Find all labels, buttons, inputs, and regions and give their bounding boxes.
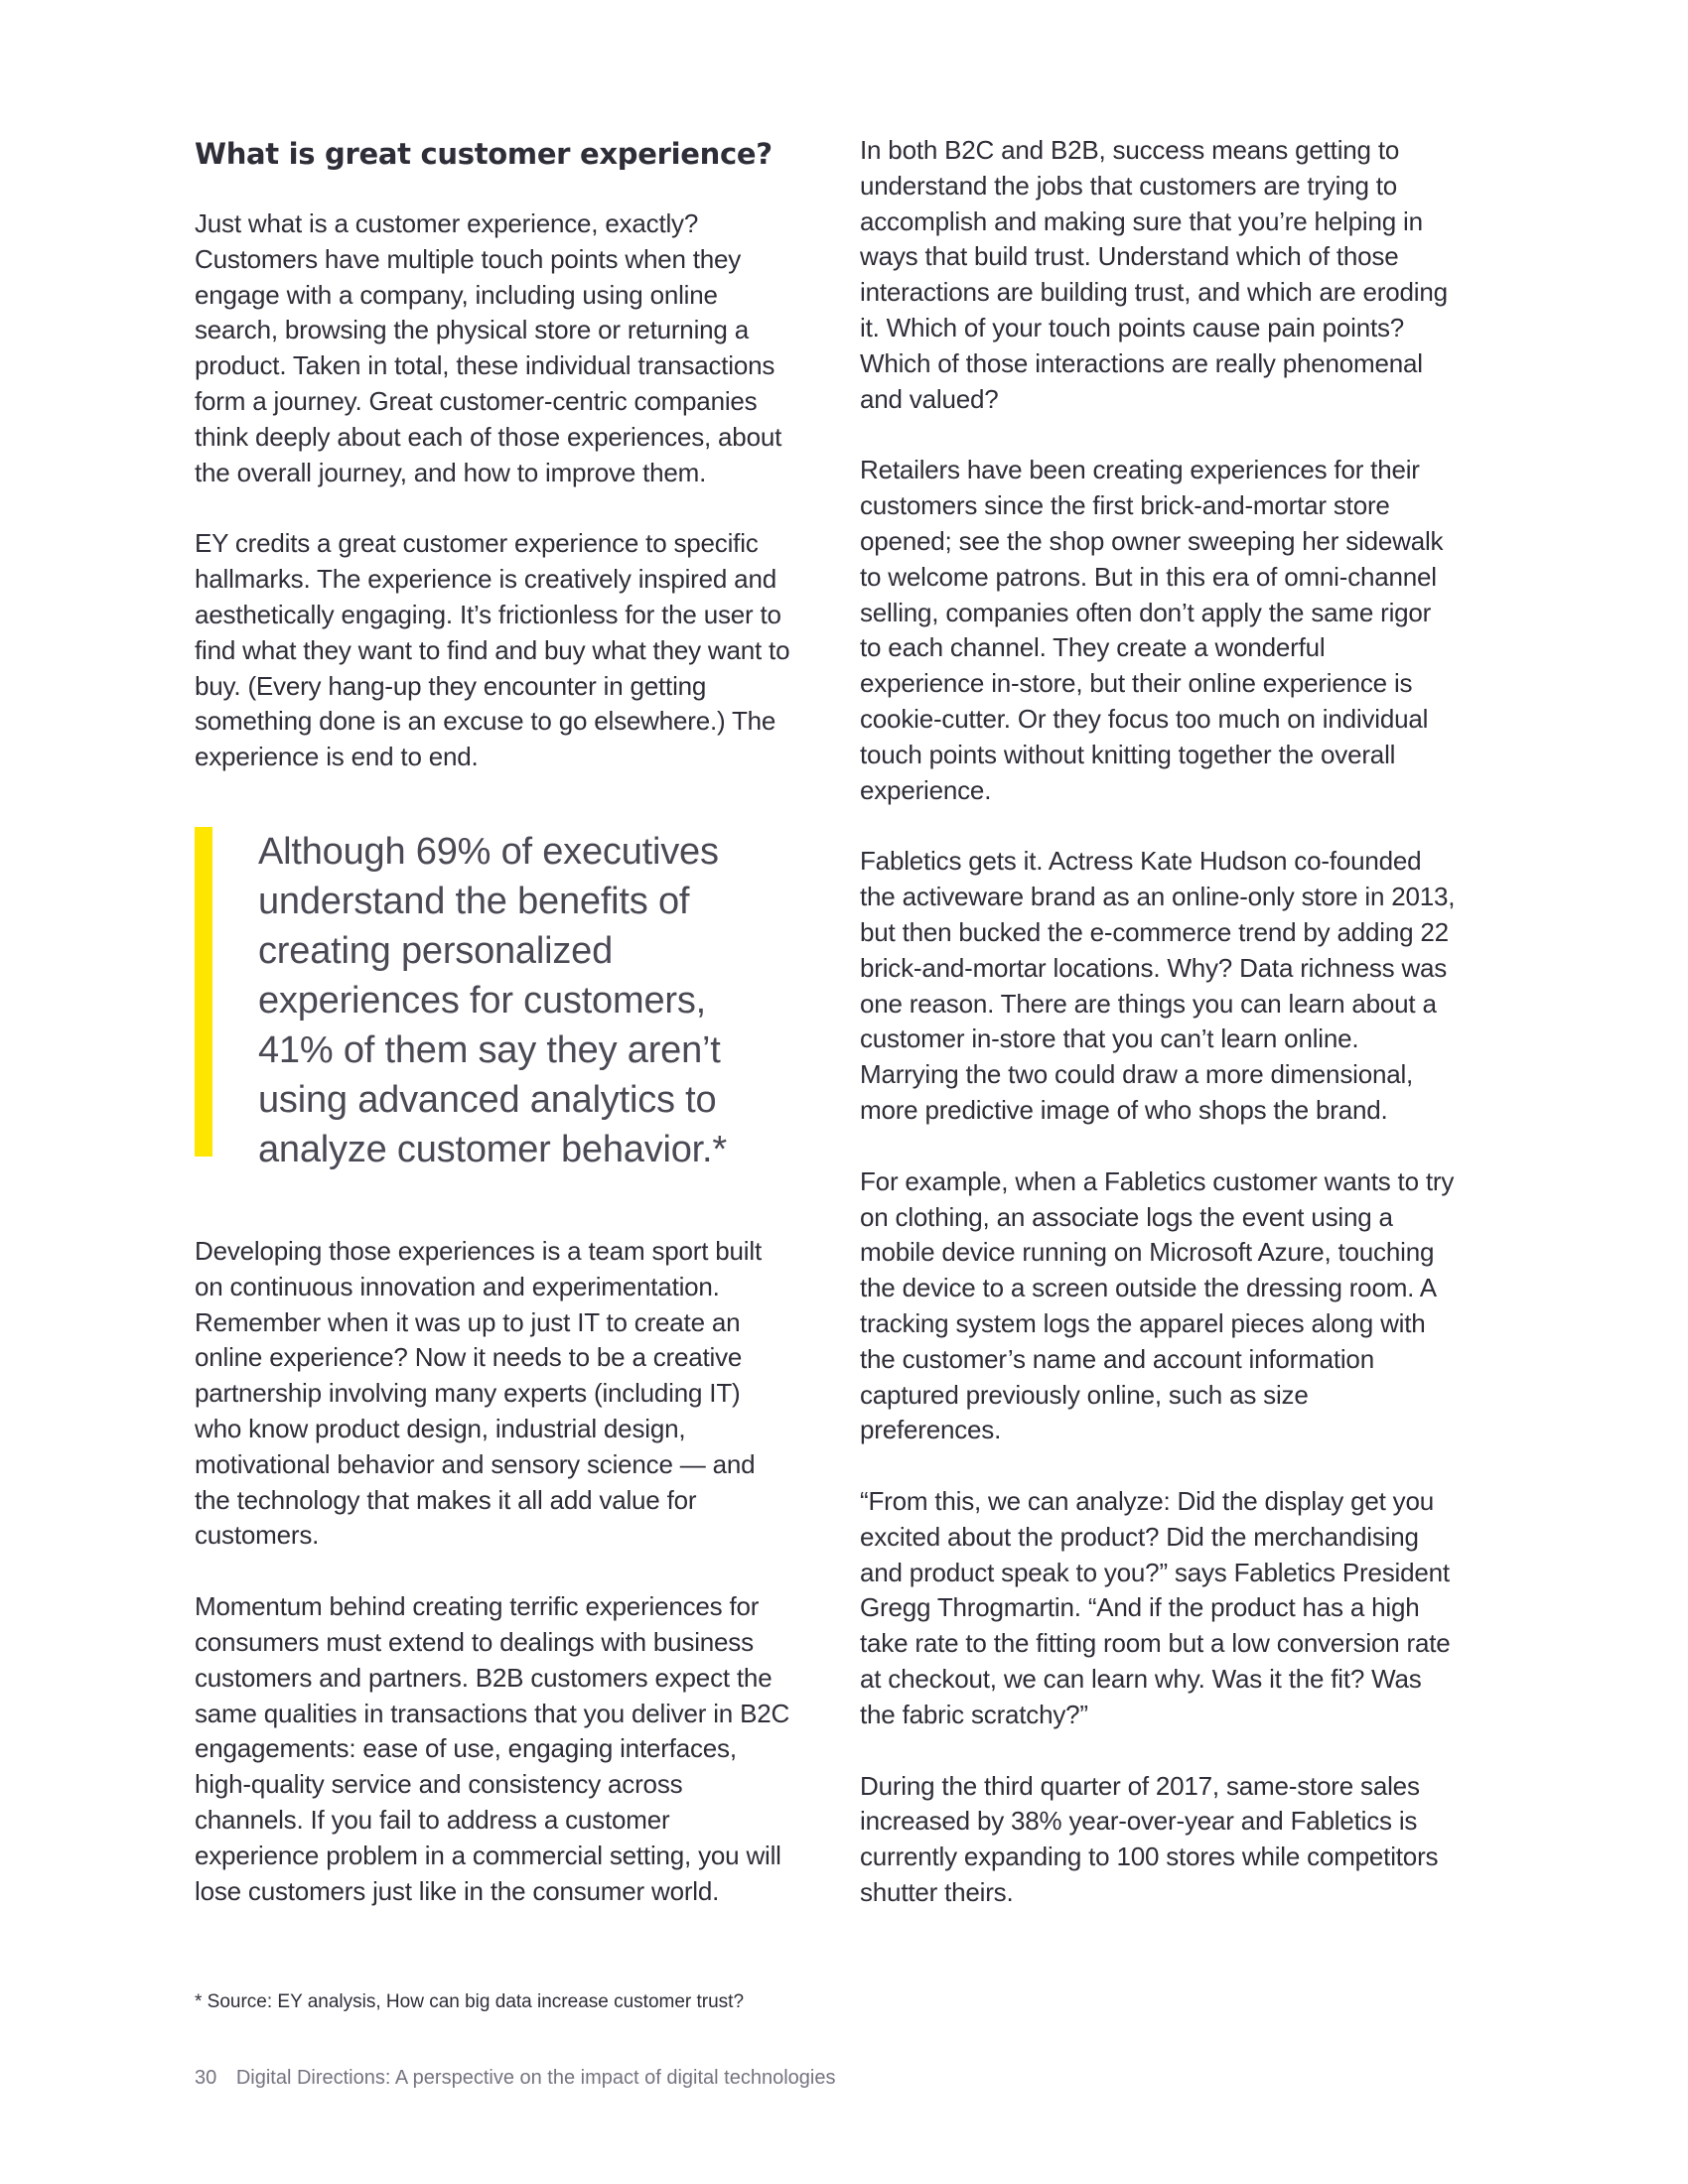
right-column [860,133,1456,1947]
paragraph: EY credits a great customer experience to specific hallmarks. The experience is creatively inspired and aesthetically engaging. It’s frictionless for the user to find what they want to find and buy what they want to buy. (Every hang-up they encounter in getting something done is an excuse to go elsewhere.) The experience is end to end. [195,528,790,772]
paragraph: In both B2C and B2B, success means getting to understand the jobs that customers are trying to accomplish and making sure that you’re helping in ways that build trust. Understand which of those interactions are building trust, and which are eroding it. Which of your touch points cause pain points? Which of those interactions are really phenomenal and valued? [860,135,1448,414]
paragraph: Developing those experiences is a team sport built on continuous innovation and experimentation. Remember when it was up to just IT to create an online experience? Now it needs to be a creative partnership involving many experts (including IT) who know product design, industrial design, motivational behavior and sensory science — and the technology that makes it all add value for customers. [195,1235,762,1551]
left-column [195,133,790,1945]
footnote: * Source: EY analysis, How can big data increase customer trust? [195,1991,745,2012]
page-number: 30 [195,2067,217,2089]
paragraph: For example, when a Fabletics customer wants to try on clothing, an associate logs the event using a mobile device running on Microsoft Azure, touching the device to a screen outside the dressing room. A tracking system logs the apparel pieces along with the customer’s name and account information captured previously online, such as size preferences. [860,1165,1455,1445]
paragraph: Fabletics gets it. Actress Kate Hudson co-founded the activeware brand as an online-only store in 2013, but then bucked the e-commerce trend by adding 22 brick-and-mortar locations. Why? Data richness was one reason. There are things you can learn about a customer in-store that you can’t learn online. Marrying the two could draw a more dimensional, more predictive image of who shops the brand. [860,846,1456,1125]
paragraph: During the third quarter of 2017, same-store sales increased by 38% year-over-year and Fabletics is currently expanding to 100 stores while competitors shutter theirs. [860,1770,1439,1908]
publication-title: Digital Directions: A perspective on the impact of digital technologies [235,2067,836,2089]
page-footer [195,2067,835,2090]
pull-quote [195,827,790,1170]
section-heading: What is great customer experience? [195,137,773,171]
pull-quote-text: Although 69% of executives understand the benefits of creating personalized experiences for customers, 41% of them say they aren’t using advanced analytics to analyze customer behavior.* [258,830,727,1170]
quote-accent-bar [195,827,212,1157]
paragraph: Retailers have been creating experiences for their customers since the first brick-and-mortar store opened; see the shop owner sweeping her sidewalk to welcome patrons. But in this era of omni-channel selling, companies often don’t apply the same rigor to each channel. They create a wonderful experience in-store, but their online experience is cookie-cutter. Or they focus too much on individual touch points without knitting together the overall experience. [860,455,1444,805]
paragraph: Just what is a customer experience, exactly? Customers have multiple touch points when they engage with a company, including using online search, browsing the physical store or returning a product. Taken in total, these individual transactions form a journey. Great customer-centric companies think deeply about each of those experiences, about the overall journey, and how to improve them. [195,208,782,487]
paragraph: Momentum behind creating terrific experiences for consumers must extend to dealings with business customers and partners. B2B customers expect the same qualities in transactions that you deliver in B2C engagements: ease of use, engaging interfaces, high-quality service and consistency across channels. If you fail to address a customer experience problem in a commercial setting, you will lose customers just like in the consumer world. [195,1591,790,1906]
paragraph: “From this, we can analyze: Did the display get you excited about the product? Did the merchandising and product speak to you?” says Fabletics President Gregg Throgmartin. “And if the product has a high take rate to the fitting room but a low conversion rate at checkout, we can learn why. Was it the fit? Was the fabric scratchy?” [860,1486,1451,1729]
